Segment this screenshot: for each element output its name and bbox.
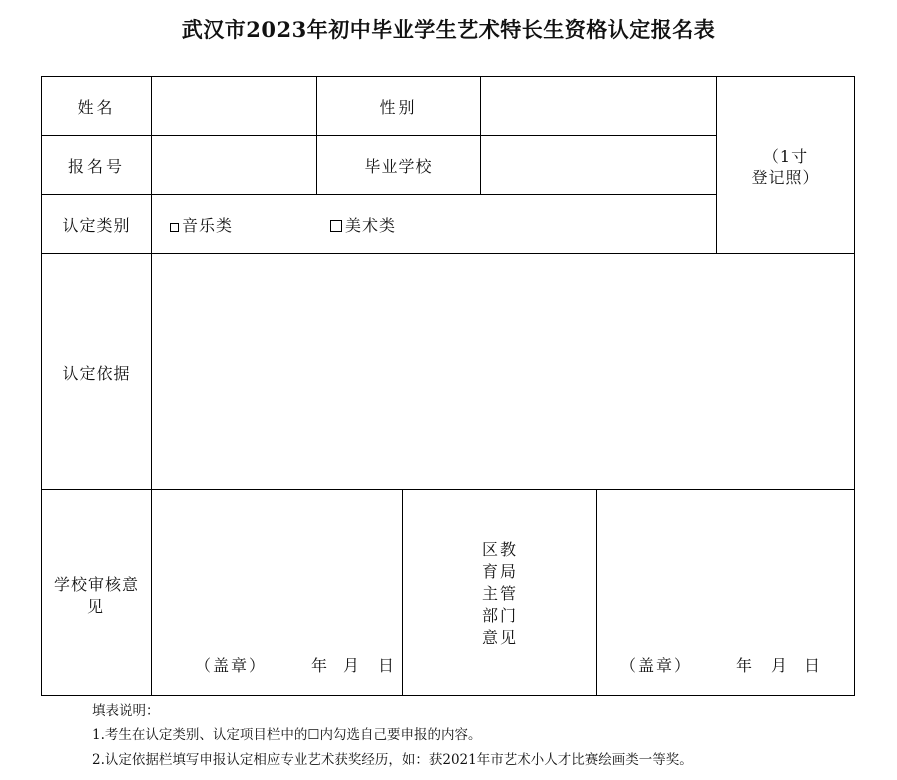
row-divider-2 xyxy=(41,194,717,195)
district-opinion-label xyxy=(482,539,518,649)
school-opinion-label-line2: 见 xyxy=(86,597,106,616)
gender-field[interactable] xyxy=(481,77,716,135)
notes-item-2: 2.认定依据栏填写申报认定相应专业艺术获奖经历，如：获2021年市艺术小人才比赛绘画类一等奖。 xyxy=(92,752,693,768)
art-option-label: 美术类 xyxy=(345,216,397,235)
district-stamp-label: （盖章） xyxy=(620,656,693,675)
reg-no-label: 报名号 xyxy=(67,157,125,176)
form-title: 武汉市2023年初中毕业学生艺术特长生资格认定报名表 xyxy=(181,17,716,42)
school-month-label: 月 xyxy=(343,656,363,675)
art-checkbox-icon[interactable] xyxy=(330,220,342,232)
col-divider-2 xyxy=(316,76,317,195)
gender-label: 性别 xyxy=(379,98,418,117)
name-field[interactable] xyxy=(152,77,316,135)
music-option-label: 音乐类 xyxy=(182,216,234,235)
name-label: 姓名 xyxy=(77,98,116,117)
district-day-label: 日 xyxy=(804,656,824,675)
school-label: 毕业学校 xyxy=(364,157,433,176)
school-field[interactable] xyxy=(481,136,716,194)
art-option[interactable] xyxy=(330,213,396,236)
table-border-right xyxy=(854,76,855,696)
notes-heading: 填表说明： xyxy=(92,703,160,719)
school-day-label: 日 xyxy=(378,656,398,675)
category-label: 认定类别 xyxy=(62,216,131,235)
photo-hint-line1: （1寸 xyxy=(762,147,809,166)
district-year-label: 年 xyxy=(736,656,756,675)
school-opinion-field[interactable] xyxy=(152,490,402,695)
music-option[interactable] xyxy=(170,213,233,236)
school-opinion-label-line1: 学校审核意 xyxy=(53,575,139,594)
col-divider-bottom-1 xyxy=(402,489,403,696)
table-border-bottom xyxy=(41,695,855,696)
reg-no-field[interactable] xyxy=(152,136,316,194)
school-year-label: 年 xyxy=(311,656,331,675)
district-opinion-line3: 主管 xyxy=(482,584,519,603)
music-checkbox-icon[interactable] xyxy=(170,223,179,232)
notes-item-1: 1.考生在认定类别、认定项目栏中的☐内勾选自己要申报的内容。 xyxy=(92,727,482,743)
photo-hint-line2: 登记照） xyxy=(751,168,820,187)
basis-label: 认定依据 xyxy=(62,364,131,383)
district-month-label: 月 xyxy=(771,656,791,675)
basis-field[interactable] xyxy=(152,254,854,489)
district-opinion-line5: 意见 xyxy=(482,628,519,647)
school-stamp-label: （盖章） xyxy=(195,656,268,675)
district-opinion-line4: 部门 xyxy=(482,606,519,625)
district-opinion-line2: 育局 xyxy=(482,562,519,581)
district-opinion-line1: 区教 xyxy=(482,540,519,559)
